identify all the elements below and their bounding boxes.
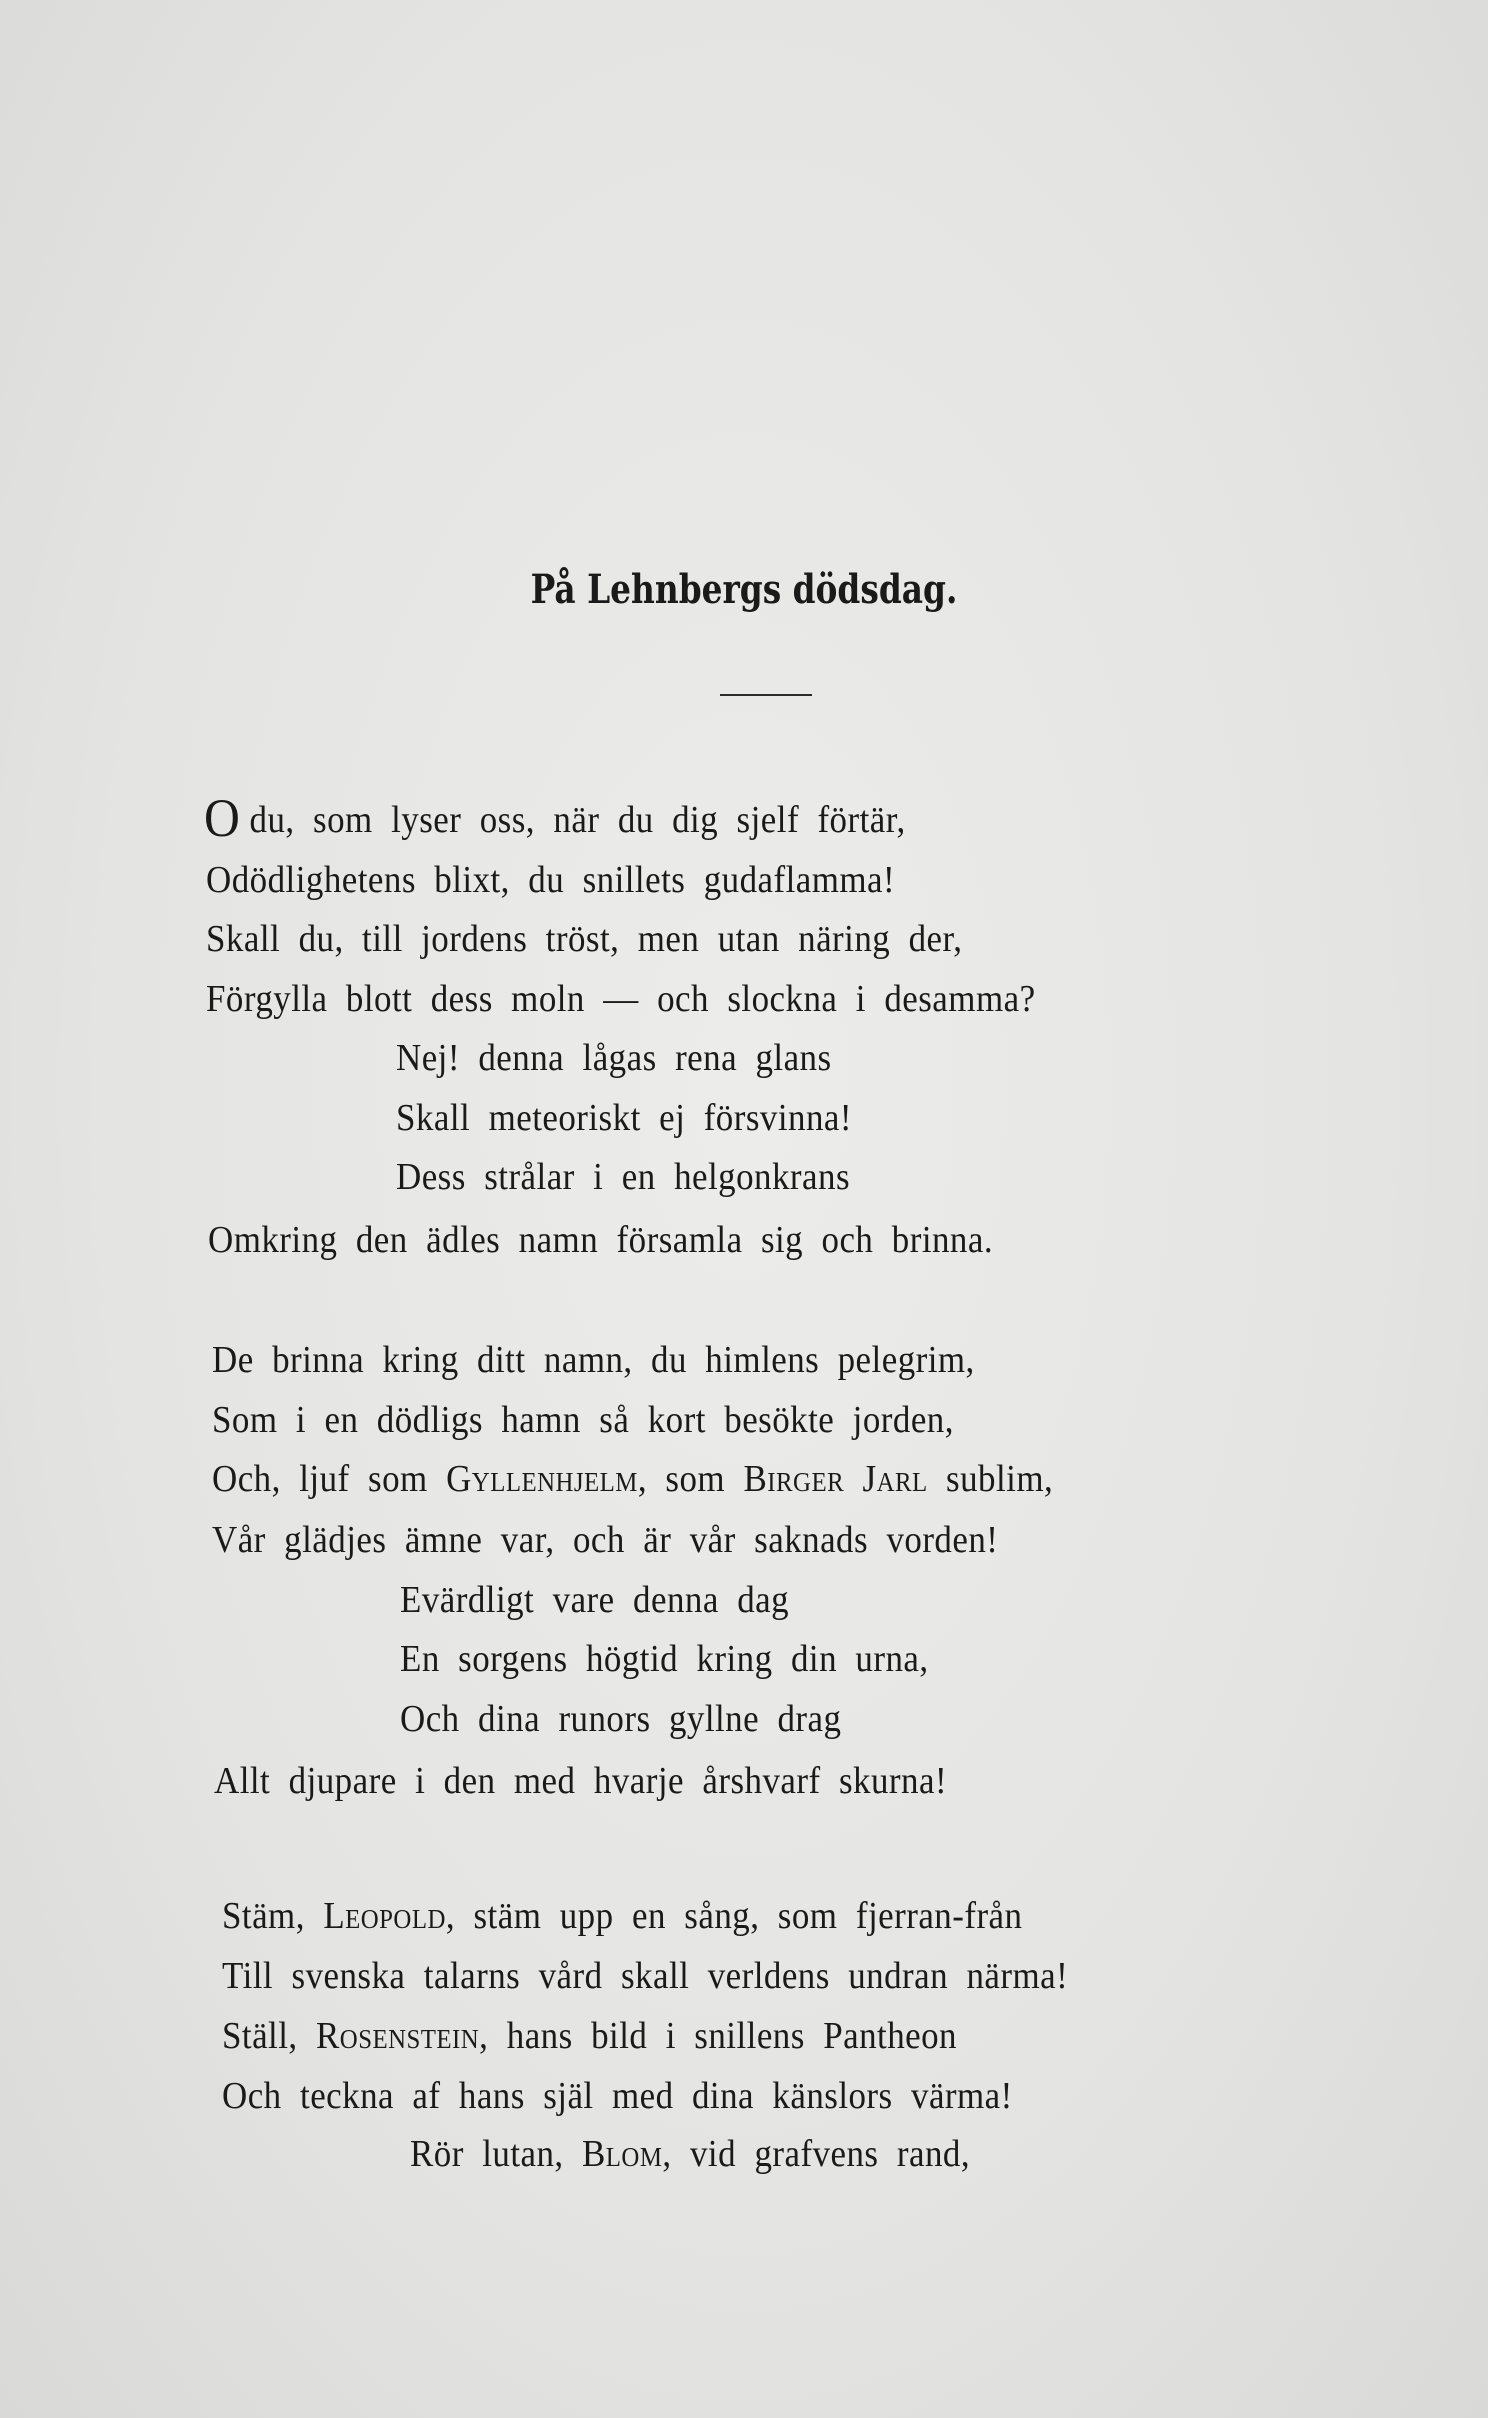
stanza2-line7: Och dina runors gyllne drag: [400, 1698, 842, 1740]
name-birger-jarl: Birger Jarl: [743, 1458, 928, 1500]
stanza2-line6: En sorgens högtid kring din urna,: [400, 1638, 929, 1680]
stanza3-line5-a: Rör lutan,: [410, 2133, 583, 2175]
name-gyllenhjelm: Gyllenhjelm: [446, 1458, 638, 1500]
stanza2-line3-c: sublim,: [927, 1458, 1054, 1500]
stanza1-line6: Skall meteoriskt ej försvinna!: [396, 1097, 852, 1139]
stanza2-line4: Vår glädjes ämne var, och är vår saknads vorden!: [212, 1519, 999, 1561]
stanza1-line5: Nej! denna lågas rena glans: [396, 1037, 832, 1079]
stanza3-line5: [410, 2132, 970, 2176]
stanza1-line4: Förgylla blott dess moln — och slockna i desamma?: [206, 978, 1036, 1020]
name-rosenstein: Rosenstein: [316, 2015, 480, 2057]
drop-capital: O: [204, 788, 241, 848]
stanza3-line3: [222, 2014, 957, 2058]
stanza2-line5: Evärdligt vare denna dag: [400, 1579, 790, 1621]
stanza3-line3-b: , hans bild i snillens Pantheon: [479, 2015, 957, 2057]
stanza2-line3-a: Och, ljuf som: [212, 1458, 447, 1500]
stanza2-line2: Som i en dödligs hamn så kort besökte jorden,: [212, 1399, 954, 1441]
stanza1-line3: Skall du, till jordens tröst, men utan näring der,: [206, 918, 963, 960]
title-divider: [720, 694, 812, 696]
stanza2-line8: Allt djupare i den med hvarje årshvarf skurna!: [214, 1760, 948, 1802]
stanza1-line7: Dess strålar i en helgonkrans: [396, 1156, 851, 1198]
stanza1-line8: Omkring den ädles namn församla sig och brinna.: [208, 1219, 994, 1261]
poem-title: På Lehnbergs dödsdag.: [530, 566, 958, 613]
stanza3-line5-b: , vid grafvens rand,: [662, 2133, 971, 2175]
stanza1-line1-text: du, som lyser oss, när du dig sjelf förtär,: [249, 799, 906, 841]
stanza2-line1: De brinna kring ditt namn, du himlens pelegrim,: [212, 1339, 975, 1381]
stanza2-line3: [212, 1457, 1053, 1501]
name-blom: Blom: [582, 2133, 663, 2175]
stanza3-line1-a: Stäm,: [222, 1895, 324, 1937]
stanza3-line1-b: , stäm upp en sång, som fjerran-från: [445, 1895, 1023, 1937]
stanza1-line2: Odödlighetens blixt, du snillets gudaflamma!: [206, 859, 896, 901]
stanza3-line3-a: Ställ,: [222, 2015, 317, 2057]
stanza3-line4: Och teckna af hans själ med dina känslors värma!: [222, 2075, 1013, 2117]
stanza3-line1: [222, 1894, 1022, 1938]
stanza3-line2: Till svenska talarns vård skall verldens undran närma!: [222, 1955, 1069, 1997]
name-leopold: Leopold: [323, 1895, 446, 1937]
stanza1-line1: [204, 788, 906, 848]
stanza2-line3-b: , som: [637, 1458, 744, 1500]
